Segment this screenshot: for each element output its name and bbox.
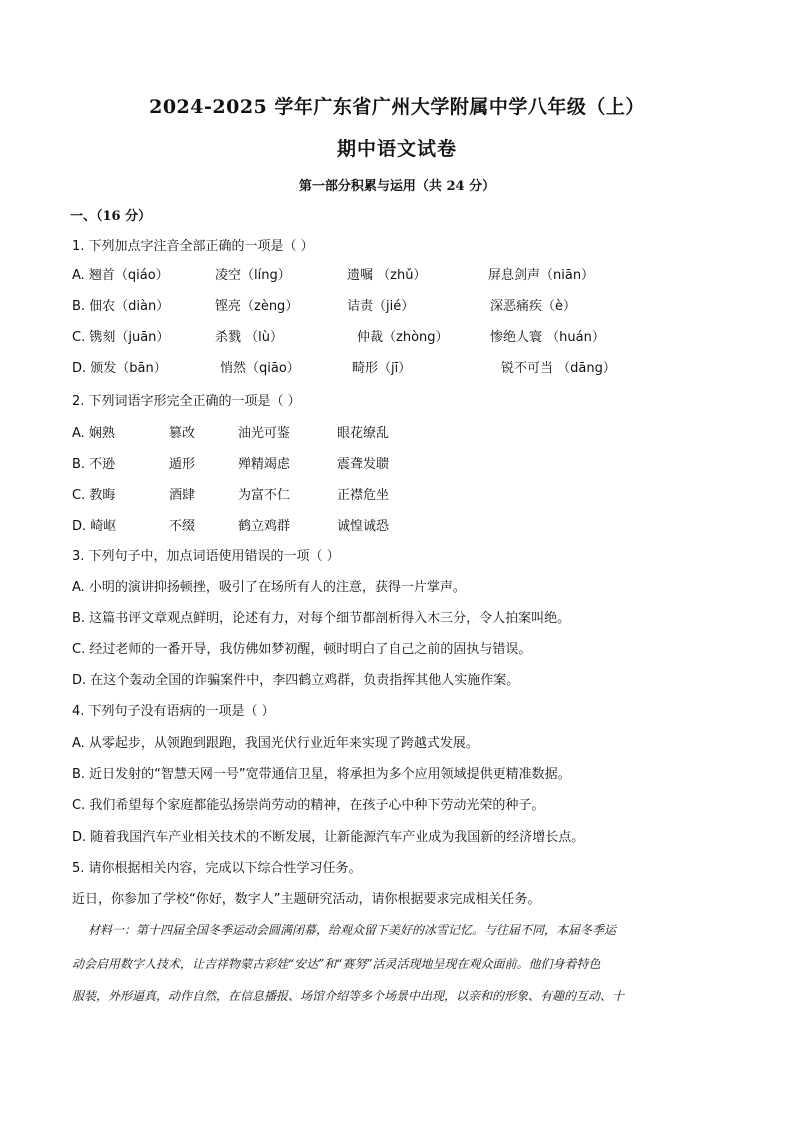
q1-option-c-4: 惨绝人寰 （huán）	[490, 330, 605, 345]
material-line-3: 服装，外形逼真，动作自然，在信息播报、场馆介绍等多个场景中出现，以亲和的形象、有趣的互动、十	[72, 989, 625, 1003]
q2-option-c-2: 酒肆	[169, 488, 196, 503]
q3-option-d: D. 在这个轰动全国的诈骗案件中，李四鹤立鸡群，负责指挥其他人实施作案。	[72, 673, 520, 688]
question-2-stem: 2. 下列词语字形完全正确的一项是（ ）	[72, 394, 301, 409]
q2-option-b-3: 殚精竭虑	[238, 457, 291, 472]
q3-option-b: B. 这篇书评文章观点鲜明，论述有力，对每个细节都剖析得入木三分，令人拍案叫绝。	[72, 611, 571, 626]
q2-option-b-4: 震聋发聩	[337, 457, 390, 472]
q1-option-d-4: 锐不可当 （dāng）	[501, 361, 616, 376]
question-3-stem: 3. 下列句子中，加点词语使用错误的一项（ ）	[72, 549, 340, 564]
q1-option-a-3: 遗嘱 （zhǔ）	[347, 268, 427, 283]
question-1-stem: 1. 下列加点字注音全部正确的一项是（ ）	[72, 239, 314, 254]
q5-intro: 近日，你参加了学校“你好，数字人”主题研究活动，请你根据要求完成相关任务。	[72, 892, 541, 907]
q1-option-a-1: A. 翘首（qiáo）	[72, 268, 169, 283]
material-line-1: 材料一：第十四届全国冬季运动会圆满闭幕，给观众留下美好的冰雪记忆。与往届不同，本届冬季运	[88, 923, 617, 937]
q1-option-d-2: 悄然（qiāo）	[220, 361, 300, 376]
q1-option-d-1: D. 颁发（bān）	[72, 361, 167, 376]
q1-option-b-4: 深恶痛疾（è）	[490, 299, 576, 314]
material-line-2: 动会启用数字人技术，让吉祥物蒙古彩娃“安达”和“赛努”活灵活现地呈现在观众面前。他们身着特色	[72, 957, 601, 971]
q2-option-a-4: 眼花缭乱	[337, 426, 390, 441]
q4-option-c: C. 我们希望每个家庭都能弘扬崇尚劳动的精神，在孩子心中种下劳动光荣的种子。	[72, 798, 545, 813]
q2-option-c-4: 正襟危坐	[337, 488, 390, 503]
q2-option-a-3: 油光可鉴	[238, 426, 291, 441]
exam-title: 2024-2025 学年广东省广州大学附属中学八年级（上）	[149, 96, 645, 118]
q1-option-b-1: B. 佃农（diàn）	[72, 299, 170, 314]
q2-option-d-1: D. 崎岖	[72, 519, 117, 534]
question-5-stem: 5. 请你根据相关内容，完成以下综合性学习任务。	[72, 861, 362, 876]
q3-option-c: C. 经过老师的一番开导，我仿佛如梦初醒，顿时明白了自己之前的固执与错误。	[72, 642, 532, 657]
q2-option-d-2: 不缀	[169, 519, 196, 534]
q4-option-a: A. 从零起步，从领跑到跟跑，我国光伏行业近年来实现了跨越式发展。	[72, 736, 479, 751]
q4-option-d: D. 随着我国汽车产业相关技术的不断发展，让新能源汽车产业成为我国新的经济增长点。	[72, 830, 585, 845]
q2-option-a-2: 篡改	[169, 426, 196, 441]
q1-option-a-4: 屏息剑声（niān）	[488, 268, 595, 283]
q1-option-c-1: C. 镌刻（juān）	[72, 330, 170, 345]
q1-option-a-2: 凌空（líng）	[215, 268, 291, 283]
q1-option-b-3: 诘责（jié）	[347, 299, 415, 314]
q2-option-b-2: 遁形	[169, 457, 196, 472]
q2-option-d-3: 鹤立鸡群	[238, 519, 291, 534]
part-title: 第一部分积累与运用（共 24 分）	[298, 179, 496, 194]
q1-option-c-3: 仲裁（zhòng）	[357, 330, 449, 345]
q3-option-a: A. 小明的演讲抑扬顿挫，吸引了在场所有人的注意，获得一片掌声。	[72, 580, 466, 595]
q2-option-b-1: B. 不逊	[72, 457, 116, 472]
q2-option-a-1: A. 娴熟	[72, 426, 115, 441]
q1-option-c-2: 杀戮 （lù）	[215, 330, 283, 345]
q2-option-c-3: 为富不仁	[238, 488, 291, 503]
q2-option-c-1: C. 教晦	[72, 488, 116, 503]
q4-option-b: B. 近日发射的“智慧天网一号”宽带通信卫星，将承担为多个应用领域提供更精准数据。	[72, 767, 571, 782]
question-4-stem: 4. 下列句子没有语病的一项是（ ）	[72, 704, 275, 719]
exam-subtitle: 期中语文试卷	[336, 138, 457, 160]
q1-option-d-3: 畸形（jī）	[352, 361, 412, 376]
q2-option-d-4: 诚惶诚恐	[337, 519, 390, 534]
q1-option-b-2: 铿亮（zèng）	[215, 299, 299, 314]
section-label: 一、（16 分）	[70, 209, 152, 224]
